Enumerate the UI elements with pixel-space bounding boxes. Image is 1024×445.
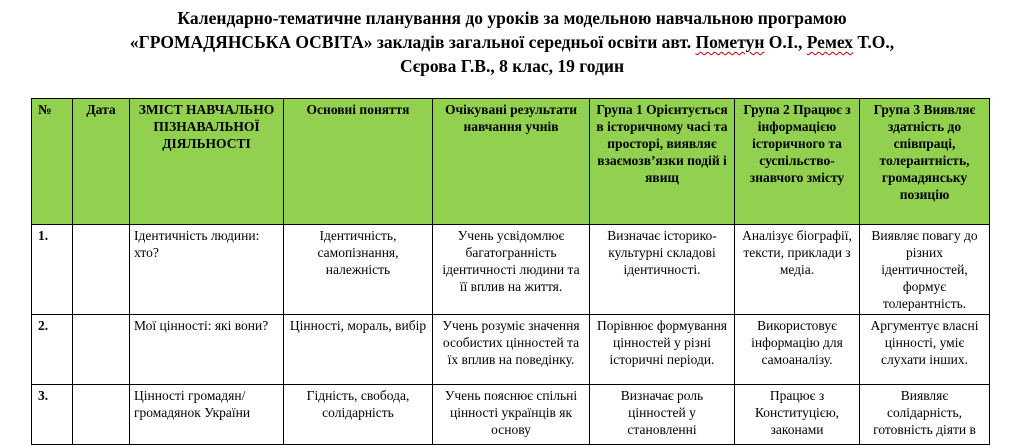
- row-content: Ідентичність людини: хто?: [130, 225, 284, 315]
- row-content: Мої цінності: які вони?: [130, 315, 284, 385]
- row-group-2: Використовує інформацію для самоаналізу.: [735, 315, 860, 385]
- row-results: Учень розуміє значення особистих цінностей та їх вплив на поведінку.: [433, 315, 590, 385]
- title-line-2-mid: О.І.,: [764, 32, 807, 52]
- planning-table: [31, 98, 990, 445]
- row-group-2: Аналізує біографії, тексти, приклади з медіа.: [735, 225, 860, 315]
- header-date: Дата: [73, 99, 130, 225]
- header-group-2: Група 2 Працює з інформацією історичного та суспільство-знавчого змісту: [735, 99, 860, 225]
- row-group-1: Визначає історико-культурні складові ідентичності.: [590, 225, 735, 315]
- row-concepts: Цінності, мораль, вибір: [284, 315, 433, 385]
- header-number: №: [32, 99, 73, 225]
- row-group-1: Порівнює формування цінностей у різні історичні періоди.: [590, 315, 735, 385]
- header-results: Очікувані результати навчання учнів: [433, 99, 590, 225]
- title-line-3: Сєрова Г.В., 8 клас, 19 годин: [399, 56, 625, 76]
- row-results: Учень усвідомлює багатогранність ідентичності людини та її вплив на життя.: [433, 225, 590, 315]
- title-line-2: [0, 30, 1024, 54]
- row-group-3: Виявляє солідарність, готовність діяти в: [860, 385, 990, 445]
- row-concepts: Ідентичність, самопізнання, належність: [284, 225, 433, 315]
- row-date: [73, 385, 130, 445]
- row-number: 1.: [32, 225, 73, 315]
- author-name-1: Пометун: [695, 32, 765, 52]
- table-row: [32, 385, 990, 445]
- title-line-2-end: Т.О.,: [853, 32, 895, 52]
- header-group-1: Група 1 Орієнтується в історичному часі та просторі, виявляє взаємозв’язки подій і явищ: [590, 99, 735, 225]
- header-concepts: Основні поняття: [284, 99, 433, 225]
- row-date: [73, 225, 130, 315]
- row-number: 2.: [32, 315, 73, 385]
- row-number: 3.: [32, 385, 73, 445]
- table-row: [32, 225, 990, 315]
- row-group-2: Працює з Конституцією, законами: [735, 385, 860, 445]
- row-results: Учень пояснює спільні цінності українців як основу: [433, 385, 590, 445]
- table-row: [32, 315, 990, 385]
- row-concepts: Гідність, свобода, солідарність: [284, 385, 433, 445]
- title-line-2-prefix: «ГРОМАДЯНСЬКА ОСВІТА» закладів загальної середньої освіти авт.: [129, 32, 696, 52]
- row-group-3: Виявляє повагу до різних ідентичностей, формує толерантність.: [860, 225, 990, 315]
- row-content: Цінності громадян/ громадянок України: [130, 385, 284, 445]
- row-group-1: Визначає роль цінностей у становленні: [590, 385, 735, 445]
- row-group-3: Аргументує власні цінності, уміє слухати інших.: [860, 315, 990, 385]
- row-date: [73, 315, 130, 385]
- header-group-3: Група 3 Виявляє здатність до співпраці, толерантність, громадянську позицію: [860, 99, 990, 225]
- header-content: ЗМІСТ НАВЧАЛЬНО ПІЗНАВАЛЬНОЇ ДІЯЛЬНОСТІ: [130, 99, 284, 225]
- header-row: [32, 99, 990, 225]
- author-name-2: Ремех: [806, 32, 854, 52]
- title-line-1: Календарно-тематичне планування до уроків за модельною навчальною програмою: [177, 8, 847, 28]
- document-title: [0, 6, 1024, 78]
